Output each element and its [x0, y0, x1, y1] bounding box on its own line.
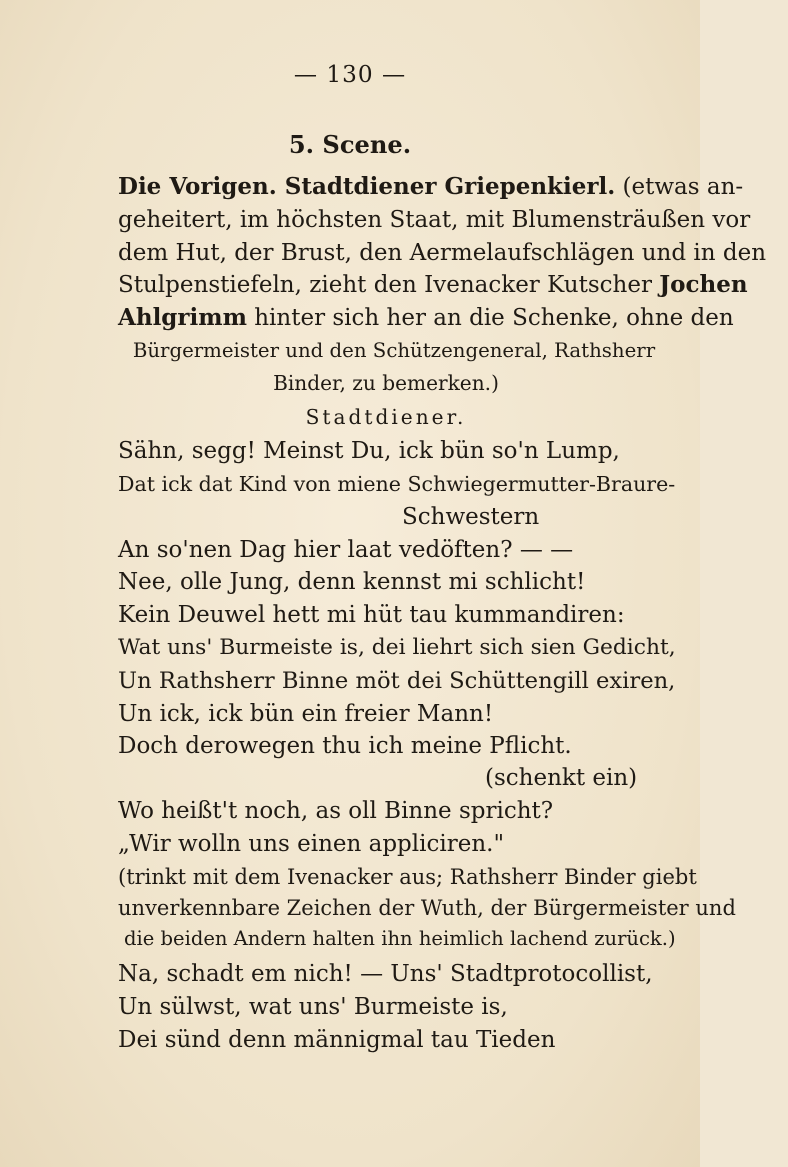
verse-line: Kein Deuwel hett mi hüt tau kummandiren: [118, 602, 625, 628]
stage-direction-line: die beiden Andern halten ihn heimlich lachend zurück.) [124, 927, 676, 950]
verse-line: Dei sünd denn männigmal tau Tieden [118, 1027, 556, 1053]
stage-intro-text: (etwas an- [622, 174, 744, 200]
stage-direction-line: unverkennbare Zeichen der Wuth, der Bürgermeister und [118, 896, 736, 920]
stage-intro-line-1 [118, 172, 744, 202]
cast-names: Die Vorigen. Stadtdiener Griepenkierl. [118, 173, 616, 200]
verse-line: Wat uns' Burmeiste is, dei liehrt sich sien Gedicht, [118, 635, 676, 660]
verse-line: Un ick, ick bün ein freier Mann! [118, 701, 494, 727]
stage-direction-line: (trinkt mit dem Ivenacker aus; Rathsherr Binder giebt [118, 865, 697, 889]
page-number: — 130 — [293, 61, 407, 88]
verse-line: Schwestern [402, 504, 540, 530]
verse-line: Un sülwst, wat uns' Burmeiste is, [118, 994, 508, 1020]
verse-line: Wo heißt't noch, as oll Binne spricht? [118, 798, 554, 824]
character-name: Ahlgrimm [118, 304, 247, 331]
speaker-name: Stadtdiener. [305, 405, 467, 429]
verse-line: Dat ick dat Kind von miene Schwiegermutter-Braure- [118, 472, 676, 496]
verse-line: Nee, olle Jung, denn kennst mi schlicht! [118, 569, 586, 595]
stage-intro-line-4 [118, 270, 748, 300]
verse-line: „Wir wolln uns einen appliciren." [118, 831, 505, 857]
scene-heading: 5. Scene. [288, 130, 412, 159]
stage-intro-line-7: Binder, zu bemerken.) [273, 371, 499, 395]
stage-intro-line-5 [118, 303, 734, 333]
verse-line: Sähn, segg! Meinst Du, ick bün so'n Lump, [118, 438, 620, 464]
stage-intro-line-3: dem Hut, der Brust, den Aermelaufschlägen und in den [118, 240, 767, 266]
stage-direction: (schenkt ein) [485, 765, 638, 791]
verse-line: Doch derowegen thu ich meine Pflicht. [118, 733, 572, 759]
verse-line: Un Rathsherr Binne möt dei Schüttengill exiren, [118, 668, 676, 694]
stage-intro-text: Stulpenstiefeln, zieht den Ivenacker Kutscher [118, 272, 652, 298]
verse-line: Na, schadt em nich! — Uns' Stadtprotocollist, [118, 961, 653, 987]
stage-intro-line-6: Bürgermeister und den Schützengeneral, Rathsherr [132, 339, 656, 362]
stage-intro-text: hinter sich her an die Schenke, ohne den [254, 305, 734, 331]
character-name: Jochen [659, 271, 748, 298]
stage-intro-line-2: geheitert, im höchsten Staat, mit Blumensträußen vor [118, 207, 751, 233]
verse-line: An so'nen Dag hier laat vedöften? — — [118, 537, 574, 563]
